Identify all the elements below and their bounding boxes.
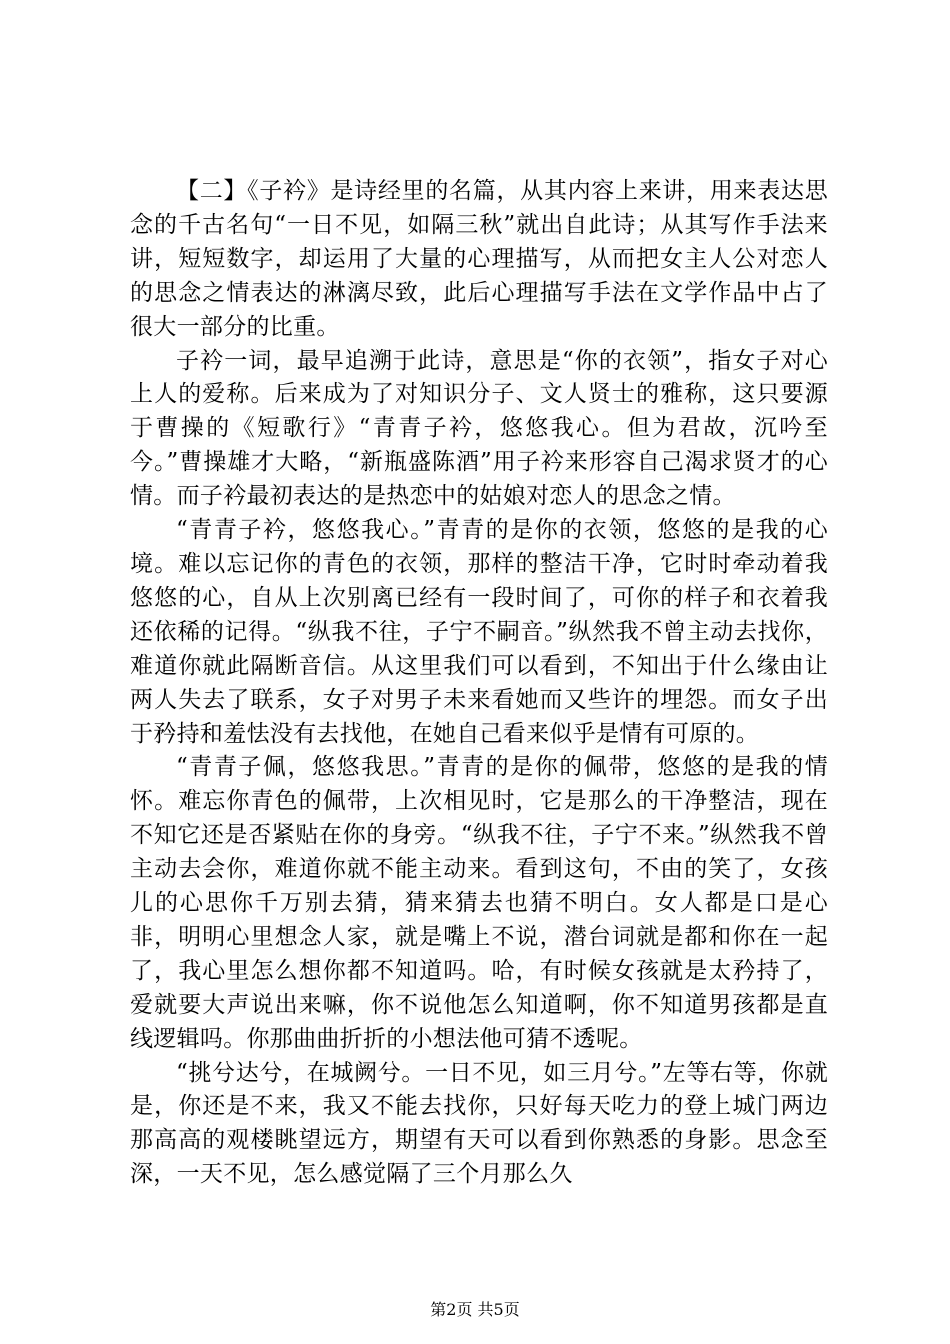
paragraph-intro: 【二】《子衿》是诗经里的名篇，从其内容上来讲，用来表达思念的千古名句“一日不见，如隔三秋”就出自此诗；从其写作手法来讲，短短数字，却运用了大量的心理描写，从而把女主人公对恋人的思念之情表达的淋漓尽致，此后心理描写手法在文学作品中占了很大一部分的比重。 [130, 178, 828, 340]
paragraph-stanza-one: “青青子衿，悠悠我心。”青青的是你的衣领，悠悠的是我的心境。难以忘记你的青色的衣领，那样的整洁干净，它时时牵动着我悠悠的心，自从上次别离已经有一段时间了，可你的样子和衣着我还依稀的记得。“纵我不往，子宁不嗣音。”纵然我不曾主动去找你，难道你就此隔断音信。从这里我们可以看到，不知出于什么缘由让两人失去了联系，女子对男子未来看她而又些许的埋怨。而女子出于矜持和羞怯没有去找他，在她自己看来似乎是情有可原的。 [130, 517, 828, 747]
paragraph-stanza-two: “青青子佩，悠悠我思。”青青的是你的佩带，悠悠的是我的情怀。难忘你青色的佩带，上次相见时，它是那么的干净整洁，现在不知它还是否紧贴在你的身旁。“纵我不往，子宁不来。”纵然我不曾主动去会你，难道你就不能主动来。看到这句，不由的笑了，女孩儿的心思你千万别去猜，猜来猜去也猜不明白。女人都是口是心非，明明心里想念人家，就是嘴上不说，潜台词就是都和你在一起了，我心里怎么想你都不知道吗。哈，有时候女孩就是太矜持了，爱就要大声说出来嘛，你不说他怎么知道啊，你不知道男孩都是直线逻辑吗。你那曲曲折折的小想法他可猜不透呢。 [130, 754, 828, 1052]
document-body [130, 175, 828, 1192]
paragraph-zijin-meaning: 子衿一词，最早追溯于此诗，意思是“你的衣领”，指女子对心上人的爱称。后来成为了对知识分子、文人贤士的雅称，这只要源于曹操的《短歌行》“青青子衿，悠悠我心。但为君故，沉吟至今。”曹操雄才大略，“新瓶盛陈酒”用子衿来形容自己渴求贤才的心情。而子衿最初表达的是热恋中的姑娘对恋人的思念之情。 [130, 347, 828, 510]
page-number-footer: 第2页 共5页 [430, 1300, 520, 1319]
paragraph-stanza-three: “挑兮达兮，在城阙兮。一日不见，如三月兮。”左等右等，你就是，你还是不来，我又不能去找你，只好每天吃力的登上城门两边那高高的观楼眺望远方，期望有天可以看到你熟悉的身影。思念至深，一天不见，怎么感觉隔了三个月那么久 [130, 1059, 828, 1188]
